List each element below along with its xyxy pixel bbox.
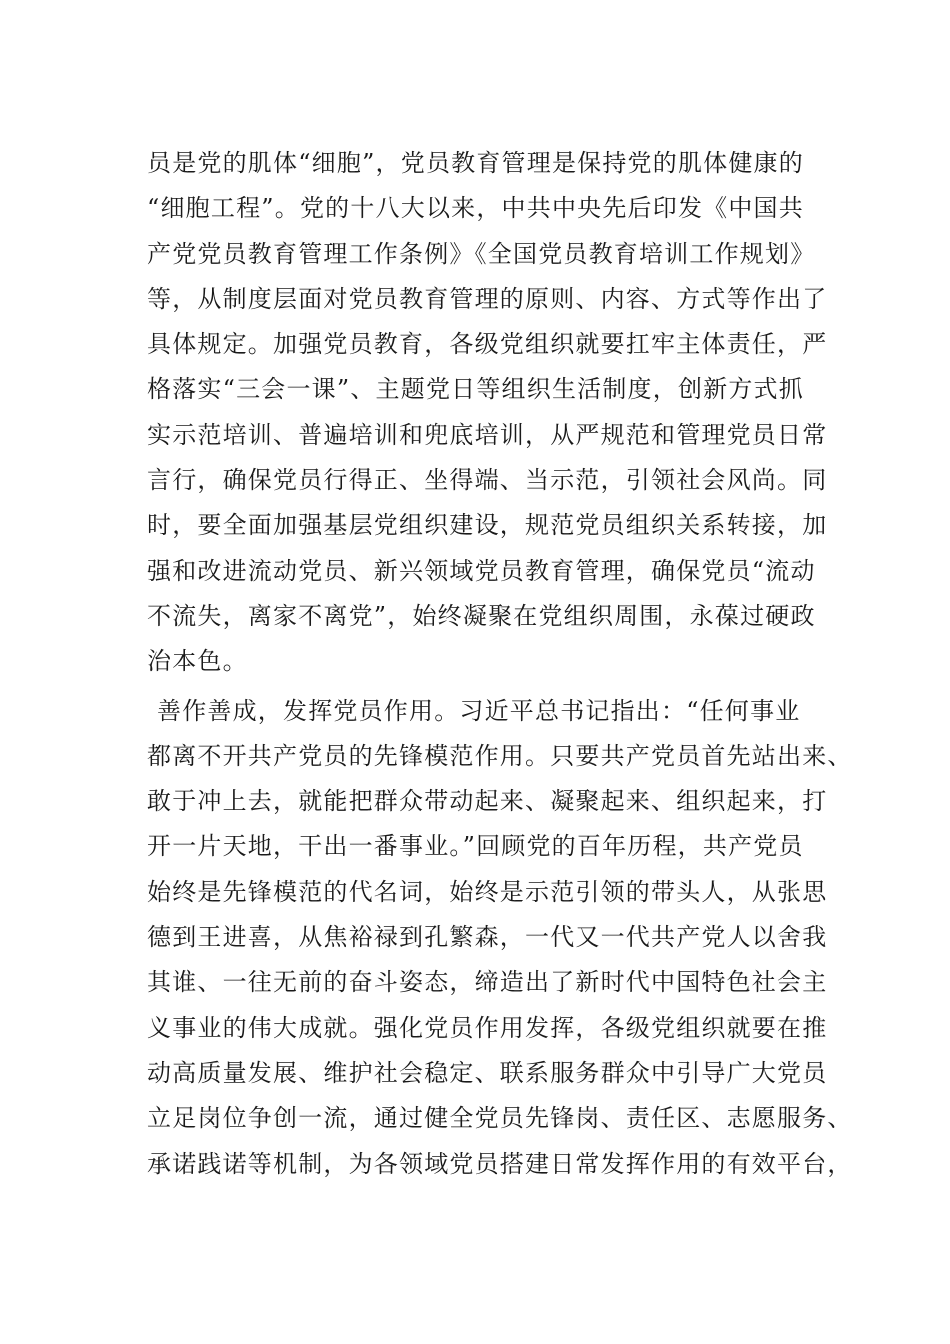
paragraph [147,141,827,685]
text-line: 等，从制度层面对党员教育管理的原则、内容、方式等作出了 [147,284,828,313]
text-line: 不流失，离家不离党”，始终凝聚在党组织周围，永葆过硬政 [147,601,816,630]
paragraph [147,689,853,1187]
text-line: 善作善成，发挥党员作用。习近平总书记指出：“任何事业 [157,696,801,725]
text-line: 德到王进喜，从焦裕禄到孔繁森，一代又一代共产党人以舍我 [147,923,828,952]
text-line: 治本色。 [147,647,248,676]
text-line: 都离不开共产党员的先锋模范作用。只要共产党员首先站出来、 [147,741,853,770]
text-line: 具体规定。加强党员教育，各级党组织就要扛牢主体责任，严 [147,330,828,359]
text-line: “细胞工程”。党的十八大以来，中共中央先后印发《中国共 [147,194,804,223]
text-line: 动高质量发展、维护社会稳定、联系服务群众中引导广大党员 [147,1058,828,1087]
text-line: 义事业的伟大成就。强化党员作用发挥，各级党组织就要在推 [147,1013,828,1042]
text-line: 敢于冲上去，就能把群众带动起来、凝聚起来、组织起来，打 [147,787,828,816]
text-line: 立足岗位争创一流，通过健全党员先锋岗、责任区、志愿服务、 [147,1104,853,1133]
text-line: 开一片天地，干出一番事业。”回顾党的百年历程，共产党员 [147,832,804,861]
text-line: 员是党的肌体“细胞”，党员教育管理是保持党的肌体健康的 [147,149,804,177]
document-body [147,141,853,1187]
text-line: 实示范培训、普遍培训和兜底培训，从严规范和管理党员日常 [147,420,828,449]
text-line: 其谁、一往无前的奋斗姿态，缔造出了新时代中国特色社会主 [147,968,828,997]
text-line: 格落实“三会一课”、主题党日等组织生活制度，创新方式抓 [147,375,804,404]
text-line: 言行，确保党员行得正、坐得端、当示范，引领社会风尚。同 [147,466,828,495]
text-line: 始终是先锋模范的代名词，始终是示范引领的带头人，从张思 [147,877,828,906]
text-line: 时，要全面加强基层党组织建设，规范党员组织关系转接，加 [147,511,828,540]
text-line: 承诺践诺等机制，为各领域党员搭建日常发挥作用的有效平台， [147,1149,853,1178]
text-line: 产党党员教育管理工作条例》《全国党员教育培训工作规划》 [147,239,816,268]
text-line: 强和改进流动党员、新兴领域党员教育管理，确保党员“流动 [147,556,816,585]
